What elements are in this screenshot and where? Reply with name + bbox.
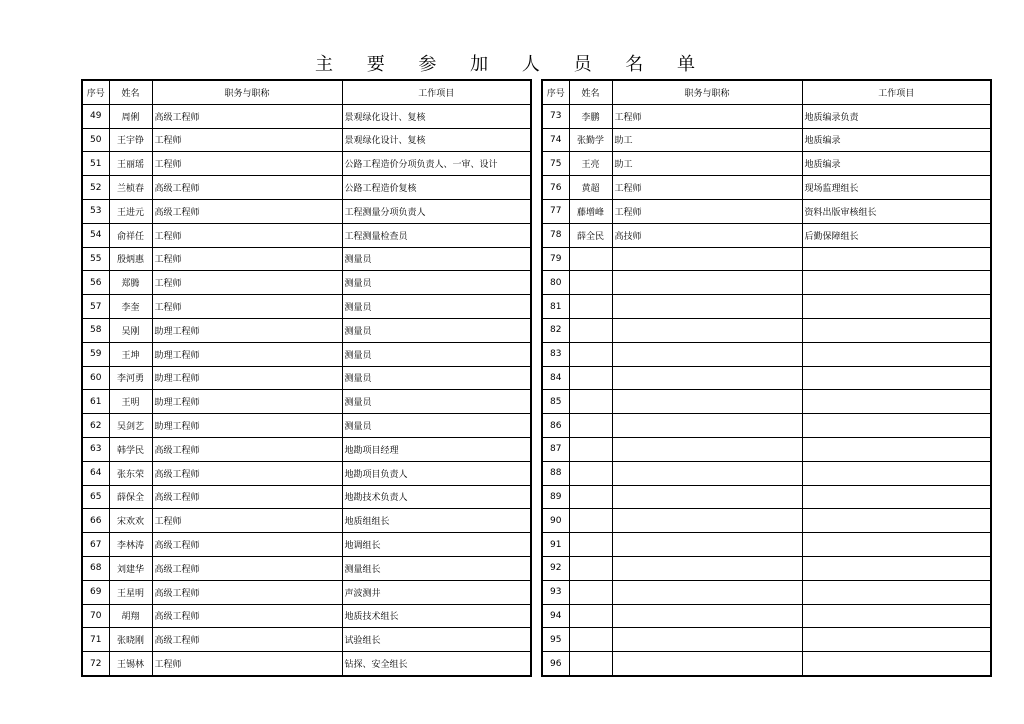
table-row	[542, 652, 991, 676]
table-row	[82, 199, 531, 223]
cell-title: 助理工程师	[152, 342, 342, 366]
cell-title	[612, 342, 802, 366]
cell-work-item: 地质编录	[802, 128, 991, 152]
cell-index: 58	[82, 318, 109, 342]
cell-title: 工程师	[152, 223, 342, 247]
cell-index: 51	[82, 152, 109, 176]
cell-work-item: 试验组长	[342, 628, 531, 652]
cell-index: 70	[82, 604, 109, 628]
table-row	[82, 461, 531, 485]
cell-title	[612, 366, 802, 390]
cell-index: 63	[82, 437, 109, 461]
cell-work-item	[802, 580, 991, 604]
table-row	[82, 390, 531, 414]
cell-name: 张晓刚	[109, 628, 152, 652]
cell-title: 助工	[612, 152, 802, 176]
cell-name	[569, 318, 612, 342]
cell-index: 62	[82, 414, 109, 438]
cell-index: 81	[542, 295, 569, 319]
table-row	[542, 556, 991, 580]
roster-table-right	[541, 79, 992, 677]
cell-title	[612, 247, 802, 271]
cell-work-item: 工程测量分项负责人	[342, 199, 531, 223]
cell-work-item: 测量组长	[342, 556, 531, 580]
header-title: 职务与职称	[152, 80, 342, 104]
cell-work-item	[802, 556, 991, 580]
cell-work-item: 声波测井	[342, 580, 531, 604]
cell-work-item	[802, 533, 991, 557]
cell-title: 高级工程师	[152, 485, 342, 509]
cell-name: 李奎	[109, 295, 152, 319]
table-row	[542, 342, 991, 366]
table-row	[82, 104, 531, 128]
table-row	[82, 176, 531, 200]
cell-work-item: 地勘项目经理	[342, 437, 531, 461]
cell-title	[612, 652, 802, 676]
cell-name: 王丽瑶	[109, 152, 152, 176]
cell-title: 助理工程师	[152, 318, 342, 342]
table-row	[542, 247, 991, 271]
cell-work-item: 测量员	[342, 318, 531, 342]
cell-title: 高级工程师	[152, 104, 342, 128]
cell-title	[612, 437, 802, 461]
table-row	[542, 485, 991, 509]
cell-work-item: 公路工程造价分项负责人、一审、设计	[342, 152, 531, 176]
cell-index: 67	[82, 533, 109, 557]
table-row	[542, 437, 991, 461]
table-row	[542, 533, 991, 557]
cell-name: 吴刚	[109, 318, 152, 342]
cell-name: 宋欢欢	[109, 509, 152, 533]
cell-name	[569, 390, 612, 414]
cell-work-item	[802, 485, 991, 509]
cell-name: 薛全民	[569, 223, 612, 247]
cell-index: 77	[542, 199, 569, 223]
table-row	[82, 652, 531, 676]
cell-index: 85	[542, 390, 569, 414]
cell-work-item: 测量员	[342, 271, 531, 295]
cell-index: 78	[542, 223, 569, 247]
cell-title: 高级工程师	[152, 437, 342, 461]
cell-name: 兰桢春	[109, 176, 152, 200]
cell-name: 张勤学	[569, 128, 612, 152]
cell-work-item: 后勤保障组长	[802, 223, 991, 247]
cell-title: 工程师	[612, 199, 802, 223]
cell-title	[612, 580, 802, 604]
cell-name	[569, 556, 612, 580]
cell-title: 工程师	[152, 509, 342, 533]
cell-title: 工程师	[152, 247, 342, 271]
cell-title	[612, 556, 802, 580]
cell-work-item: 钻探、安全组长	[342, 652, 531, 676]
cell-title: 助工	[612, 128, 802, 152]
table-row	[542, 199, 991, 223]
table-row	[542, 152, 991, 176]
cell-index: 68	[82, 556, 109, 580]
table-row	[82, 509, 531, 533]
cell-index: 82	[542, 318, 569, 342]
table-row	[82, 295, 531, 319]
cell-title: 工程师	[152, 295, 342, 319]
cell-title: 高级工程师	[152, 461, 342, 485]
cell-work-item	[802, 461, 991, 485]
cell-work-item: 测量员	[342, 342, 531, 366]
table-row	[82, 485, 531, 509]
cell-index: 60	[82, 366, 109, 390]
cell-index: 86	[542, 414, 569, 438]
cell-title: 高技师	[612, 223, 802, 247]
cell-work-item: 地调组长	[342, 533, 531, 557]
cell-name: 薛保全	[109, 485, 152, 509]
table-row	[542, 604, 991, 628]
cell-name	[569, 437, 612, 461]
header-row	[542, 80, 991, 104]
page-title: 主 要 参 加 人 员 名 单	[314, 54, 710, 75]
cell-index: 74	[542, 128, 569, 152]
cell-index: 94	[542, 604, 569, 628]
cell-title	[612, 390, 802, 414]
cell-index: 76	[542, 176, 569, 200]
cell-work-item: 测量员	[342, 390, 531, 414]
cell-work-item: 地勘技术负责人	[342, 485, 531, 509]
table-row	[542, 128, 991, 152]
cell-index: 96	[542, 652, 569, 676]
cell-index: 65	[82, 485, 109, 509]
cell-index: 88	[542, 461, 569, 485]
cell-name	[569, 533, 612, 557]
table-row	[542, 580, 991, 604]
cell-work-item: 景观绿化设计、复核	[342, 128, 531, 152]
cell-index: 71	[82, 628, 109, 652]
table-row	[542, 104, 991, 128]
cell-title: 工程师	[152, 271, 342, 295]
cell-work-item	[802, 509, 991, 533]
cell-work-item	[802, 366, 991, 390]
cell-title: 高级工程师	[152, 580, 342, 604]
cell-name: 李鹏	[569, 104, 612, 128]
header-name: 姓名	[109, 80, 152, 104]
cell-name: 王亮	[569, 152, 612, 176]
cell-index: 75	[542, 152, 569, 176]
cell-work-item	[802, 604, 991, 628]
roster-table-left	[81, 79, 532, 677]
table-row	[542, 509, 991, 533]
table-row	[542, 271, 991, 295]
table-row	[542, 461, 991, 485]
cell-name: 郑腾	[109, 271, 152, 295]
table-row	[542, 318, 991, 342]
cell-title: 工程师	[612, 104, 802, 128]
cell-name	[569, 509, 612, 533]
cell-index: 50	[82, 128, 109, 152]
header-work-item: 工作项目	[342, 80, 531, 104]
cell-index: 92	[542, 556, 569, 580]
cell-name: 王星明	[109, 580, 152, 604]
cell-title: 助理工程师	[152, 390, 342, 414]
cell-name: 藤增峰	[569, 199, 612, 223]
cell-index: 93	[542, 580, 569, 604]
cell-index: 79	[542, 247, 569, 271]
cell-name: 王明	[109, 390, 152, 414]
cell-work-item: 地勘项目负责人	[342, 461, 531, 485]
cell-work-item: 地质编录负责	[802, 104, 991, 128]
table-row	[542, 414, 991, 438]
cell-work-item	[802, 295, 991, 319]
table-row	[82, 628, 531, 652]
header-name: 姓名	[569, 80, 612, 104]
cell-name	[569, 652, 612, 676]
cell-name: 李河勇	[109, 366, 152, 390]
table-row	[82, 533, 531, 557]
cell-index: 52	[82, 176, 109, 200]
header-row	[82, 80, 531, 104]
table-row	[82, 342, 531, 366]
cell-name: 李林涛	[109, 533, 152, 557]
cell-name	[569, 414, 612, 438]
cell-work-item: 测量员	[342, 247, 531, 271]
cell-work-item: 工程测量检查员	[342, 223, 531, 247]
table-row	[82, 366, 531, 390]
cell-title: 高级工程师	[152, 556, 342, 580]
cell-name	[569, 366, 612, 390]
cell-title	[612, 414, 802, 438]
header-index: 序号	[82, 80, 109, 104]
table-row	[82, 318, 531, 342]
cell-name	[569, 604, 612, 628]
cell-index: 95	[542, 628, 569, 652]
cell-title	[612, 295, 802, 319]
cell-name	[569, 628, 612, 652]
cell-name	[569, 295, 612, 319]
cell-name	[569, 485, 612, 509]
cell-work-item	[802, 652, 991, 676]
cell-index: 55	[82, 247, 109, 271]
cell-title: 助理工程师	[152, 414, 342, 438]
cell-title: 高级工程师	[152, 199, 342, 223]
cell-index: 72	[82, 652, 109, 676]
cell-work-item: 测量员	[342, 295, 531, 319]
cell-title: 高级工程师	[152, 533, 342, 557]
cell-index: 69	[82, 580, 109, 604]
cell-title	[612, 533, 802, 557]
cell-name: 俞祥任	[109, 223, 152, 247]
cell-work-item: 地质组组长	[342, 509, 531, 533]
cell-name	[569, 342, 612, 366]
cell-name	[569, 461, 612, 485]
cell-title: 助理工程师	[152, 366, 342, 390]
cell-work-item: 现场监理组长	[802, 176, 991, 200]
cell-title: 工程师	[152, 652, 342, 676]
cell-index: 73	[542, 104, 569, 128]
table-row	[542, 628, 991, 652]
cell-work-item	[802, 414, 991, 438]
cell-index: 59	[82, 342, 109, 366]
cell-work-item: 地质编录	[802, 152, 991, 176]
cell-title	[612, 604, 802, 628]
cell-title	[612, 509, 802, 533]
cell-work-item: 资料出版审核组长	[802, 199, 991, 223]
cell-index: 89	[542, 485, 569, 509]
cell-name: 韩学民	[109, 437, 152, 461]
cell-work-item	[802, 271, 991, 295]
cell-title: 高级工程师	[152, 628, 342, 652]
cell-name: 王进元	[109, 199, 152, 223]
cell-index: 64	[82, 461, 109, 485]
cell-index: 49	[82, 104, 109, 128]
table-row	[542, 176, 991, 200]
cell-name	[569, 247, 612, 271]
table-row	[82, 271, 531, 295]
cell-index: 80	[542, 271, 569, 295]
table-row	[82, 223, 531, 247]
cell-title: 高级工程师	[152, 604, 342, 628]
table-row	[542, 223, 991, 247]
cell-title: 工程师	[612, 176, 802, 200]
cell-name: 王宇铮	[109, 128, 152, 152]
cell-index: 61	[82, 390, 109, 414]
table-row	[82, 414, 531, 438]
cell-index: 53	[82, 199, 109, 223]
cell-name: 周俐	[109, 104, 152, 128]
cell-name: 黄超	[569, 176, 612, 200]
cell-index: 84	[542, 366, 569, 390]
table-row	[82, 247, 531, 271]
cell-work-item: 景观绿化设计、复核	[342, 104, 531, 128]
table-row	[82, 604, 531, 628]
cell-work-item	[802, 342, 991, 366]
cell-name: 刘建华	[109, 556, 152, 580]
cell-name	[569, 271, 612, 295]
table-row	[82, 580, 531, 604]
table-row	[82, 152, 531, 176]
cell-work-item: 地质技术组长	[342, 604, 531, 628]
cell-index: 83	[542, 342, 569, 366]
cell-title	[612, 628, 802, 652]
cell-work-item: 测量员	[342, 414, 531, 438]
cell-name: 胡翔	[109, 604, 152, 628]
cell-title	[612, 485, 802, 509]
cell-name: 张东荣	[109, 461, 152, 485]
table-row	[82, 556, 531, 580]
header-index: 序号	[542, 80, 569, 104]
cell-title: 工程师	[152, 152, 342, 176]
cell-name	[569, 580, 612, 604]
cell-name: 吴剑艺	[109, 414, 152, 438]
cell-title	[612, 318, 802, 342]
cell-title: 工程师	[152, 128, 342, 152]
header-work-item: 工作项目	[802, 80, 991, 104]
cell-work-item	[802, 390, 991, 414]
cell-index: 56	[82, 271, 109, 295]
cell-work-item	[802, 628, 991, 652]
table-row	[82, 128, 531, 152]
cell-index: 66	[82, 509, 109, 533]
table-row	[542, 390, 991, 414]
cell-title	[612, 271, 802, 295]
cell-name: 王坤	[109, 342, 152, 366]
table-row	[542, 366, 991, 390]
header-title: 职务与职称	[612, 80, 802, 104]
cell-work-item	[802, 318, 991, 342]
table-row	[542, 295, 991, 319]
cell-index: 54	[82, 223, 109, 247]
table-row	[82, 437, 531, 461]
cell-work-item: 测量员	[342, 366, 531, 390]
cell-work-item: 公路工程造价复核	[342, 176, 531, 200]
cell-index: 57	[82, 295, 109, 319]
cell-work-item	[802, 437, 991, 461]
cell-index: 87	[542, 437, 569, 461]
cell-name: 殷炳惠	[109, 247, 152, 271]
cell-title: 高级工程师	[152, 176, 342, 200]
cell-index: 91	[542, 533, 569, 557]
cell-work-item	[802, 247, 991, 271]
cell-index: 90	[542, 509, 569, 533]
cell-title	[612, 461, 802, 485]
cell-name: 王锡林	[109, 652, 152, 676]
